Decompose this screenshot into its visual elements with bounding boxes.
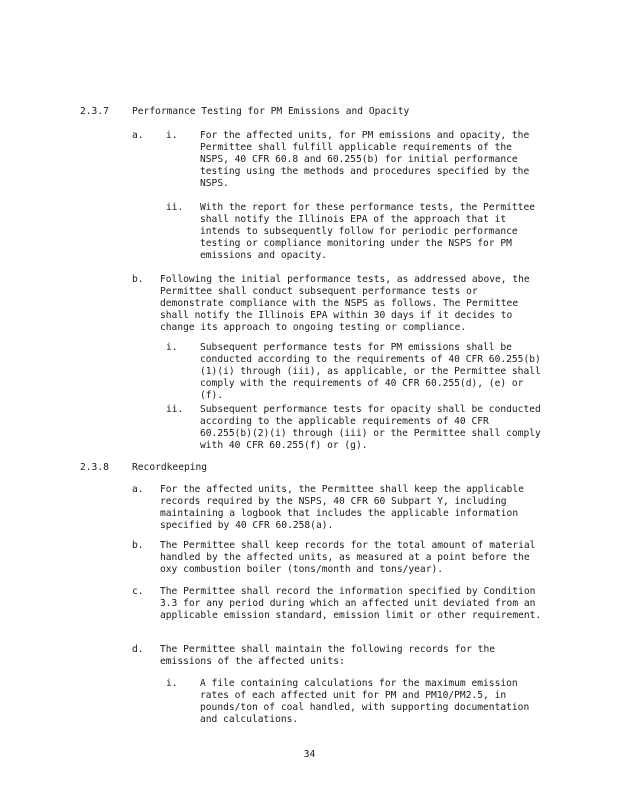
section-number: 2.3.7 xyxy=(80,106,109,117)
subitem-label: i. xyxy=(166,130,178,141)
item-label: b. xyxy=(132,540,144,551)
subitem-label: i. xyxy=(166,342,178,353)
section-title: Recordkeeping xyxy=(132,462,208,473)
section-number: 2.3.8 xyxy=(80,462,109,473)
subitem-label: i. xyxy=(166,678,178,689)
item-label: a. xyxy=(132,484,144,495)
paragraph: The Permittee shall record the information specified by Condition 3.3 for any period during which an affected unit deviated from an applicable emission standard, emission limit or other requirement. xyxy=(160,586,542,621)
paragraph: Following the initial performance tests, as addressed above, the Permittee shall conduct subsequent performance tests or demonstrate compliance with the NSPS as follows. The Permittee shall notify the Illinois EPA within 30 days if it decides to change its approach to ongoing testing or compliance. xyxy=(160,274,530,333)
subitem-label: ii. xyxy=(166,202,184,213)
paragraph: For the affected units, for PM emissions and opacity, the Permittee shall fulfill applicable requirements of the NSPS, 40 CFR 60.8 and 60.255(b) for initial performance testing using the methods and procedures specified by the NSPS. xyxy=(200,130,530,189)
item-label: d. xyxy=(132,644,144,655)
paragraph: The Permittee shall keep records for the total amount of material handled by the affected units, as measured at a point before the oxy combustion boiler (tons/month and tons/year). xyxy=(160,540,536,575)
paragraph: With the report for these performance tests, the Permittee shall notify the Illinois EPA of the approach that it intends to subsequently follow for periodic performance testing or compliance monitoring under the NSPS for PM emissions and opacity. xyxy=(200,202,536,261)
paragraph: For the affected units, the Permittee shall keep the applicable records required by the NSPS, 40 CFR 60 Subpart Y, including maintaining a logbook that includes the applicable information specified by 40 CFR 60.258(a). xyxy=(160,484,524,531)
item-label: c. xyxy=(132,586,144,597)
section-title: Performance Testing for PM Emissions and Opacity xyxy=(132,106,410,117)
paragraph: The Permittee shall maintain the following records for the emissions of the affected units: xyxy=(160,644,496,667)
paragraph: A file containing calculations for the maximum emission rates of each affected unit for PM and PM10/PM2.5, in pounds/ton of coal handled, with supporting documentation and calculations. xyxy=(200,678,530,725)
subitem-label: ii. xyxy=(166,404,184,415)
item-label: b. xyxy=(132,274,144,285)
page-number: 34 xyxy=(303,749,316,760)
paragraph: Subsequent performance tests for opacity shall be conducted according to the applicable requirements of 40 CFR 60.255(b)(2)(i) through (iii) or the Permittee shall comply with 40 CFR 60.255(f) or (g). xyxy=(200,404,541,451)
paragraph: Subsequent performance tests for PM emissions shall be conducted according to the requirements of 40 CFR 60.255(b)(1)(i) through (iii), as applicable, or the Permittee shall comply with the requirements of 40 CFR 60.255(d), (e) or (f). xyxy=(200,342,541,401)
item-label: a. xyxy=(132,130,144,141)
